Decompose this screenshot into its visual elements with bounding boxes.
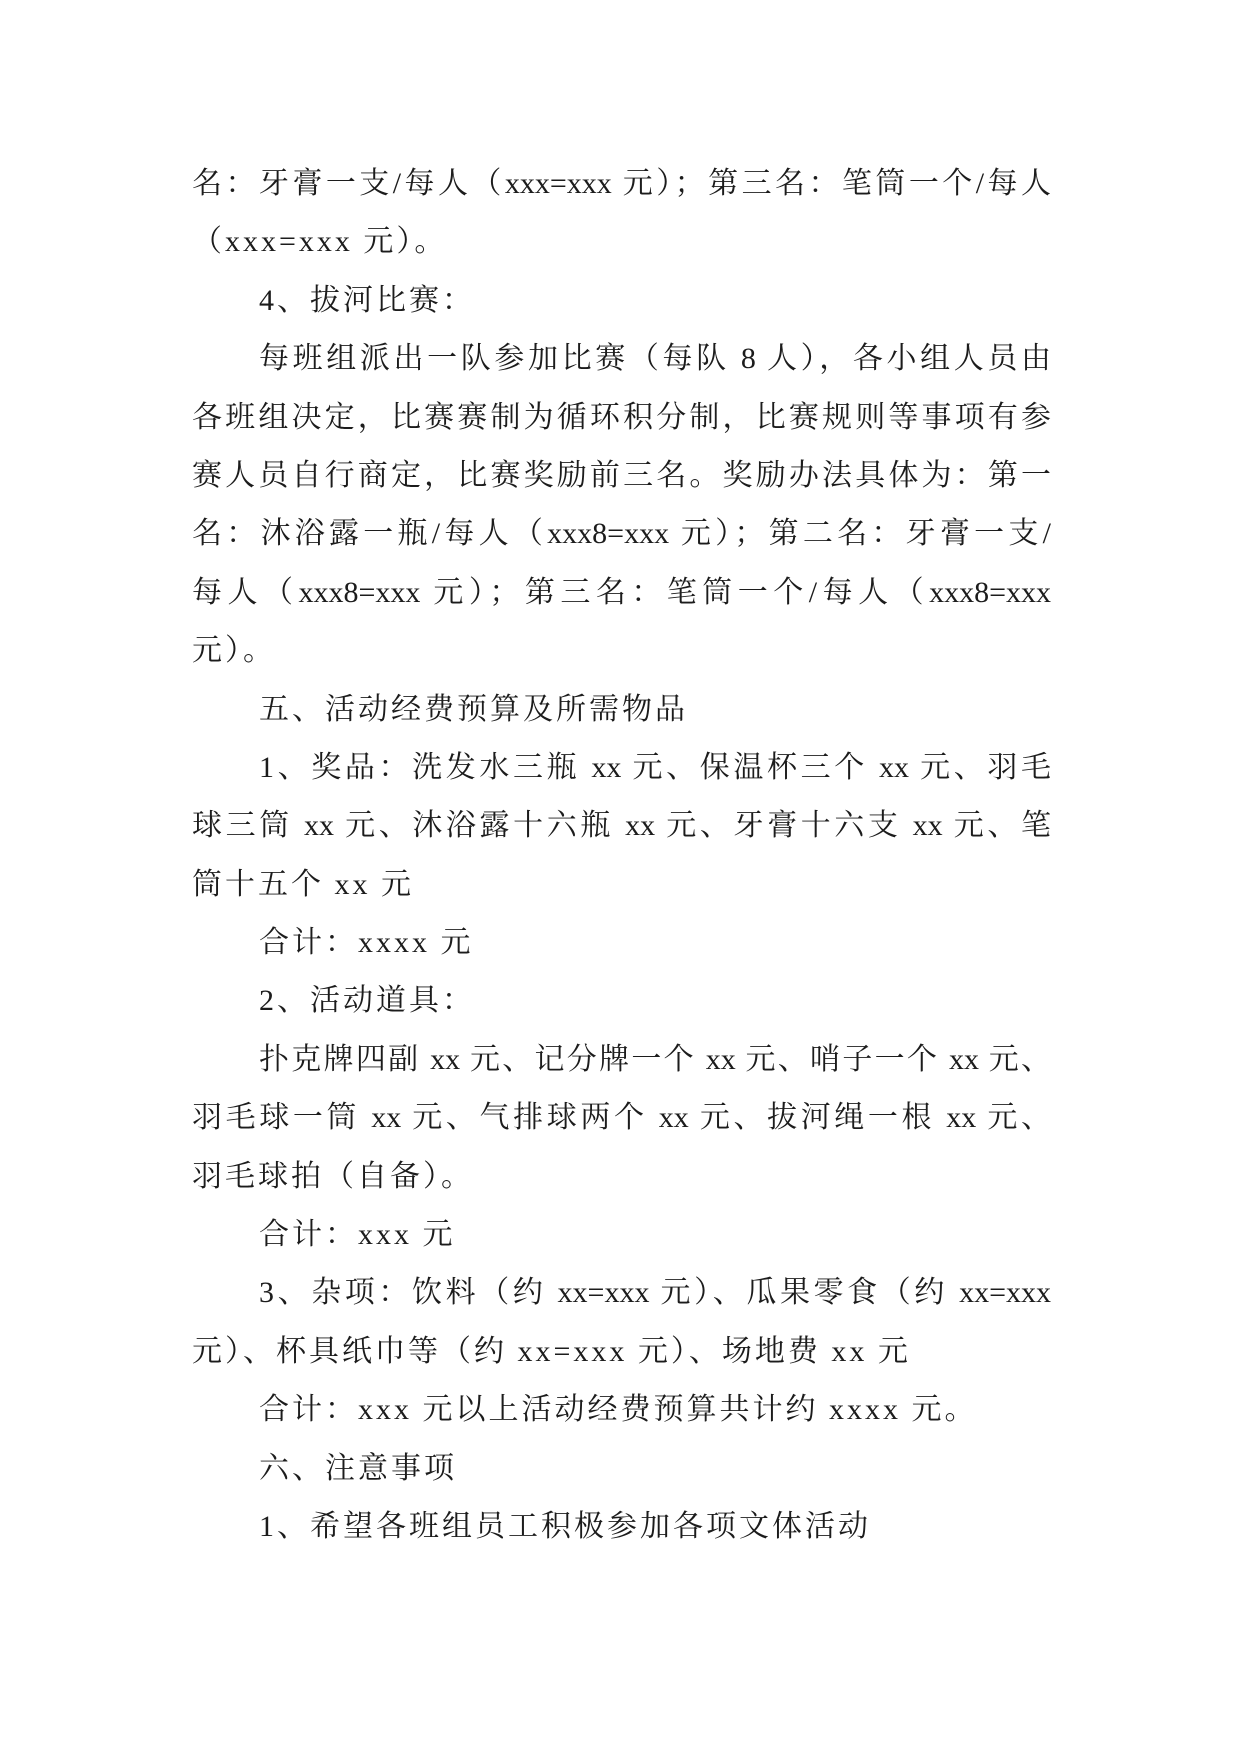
text-line: 元）。 [192,634,276,668]
section-heading-budget: 五、活动经费预算及所需物品 [259,692,688,726]
text-line: 名：牙膏一支/每人（xxx=xxx 元）；第三名：笔筒一个/每人 [192,167,1051,200]
section-heading-tug-of-war: 4、拔河比赛： [259,283,475,317]
section-heading-props: 2、活动道具： [259,984,475,1018]
text-line: 每人（xxx8=xxx 元）；第三名：笔筒一个/每人（xxx8=xxx [192,575,1051,609]
text-line: 球三筒 xx 元、沐浴露十六瓶 xx 元、牙膏十六支 xx 元、笔 [192,809,1051,843]
body-text [192,155,1051,1556]
text-line: 各班组决定，比赛赛制为循环积分制，比赛规则等事项有参 [192,400,1051,434]
text-line: 1、奖品：洗发水三瓶 xx 元、保温杯三个 xx 元、羽毛 [259,750,1051,784]
text-line: 羽毛球拍（自备）。 [192,1159,474,1193]
text-line: 1、希望各班组员工积极参加各项文体活动 [259,1509,871,1543]
text-line: 筒十五个 xx 元 [192,867,414,901]
text-line: 名：沐浴露一瓶/每人（xxx8=xxx 元）；第二名：牙膏一支/ [192,517,1051,551]
subtotal-line: 合计：xxxx 元 [259,926,474,960]
text-line: 3、杂项：饮料（约 xx=xxx 元）、瓜果零食（约 xx=xxx [259,1276,1051,1310]
section-heading-notes: 六、注意事项 [259,1451,457,1485]
text-line: 赛人员自行商定，比赛奖励前三名。奖励办法具体为：第一 [192,458,1051,492]
text-line: 羽毛球一筒 xx 元、气排球两个 xx 元、拔河绳一根 xx 元、 [192,1101,1051,1135]
subtotal-line: 合计：xxx 元 [259,1218,456,1252]
text-line: （xxx=xxx 元）。 [192,225,448,259]
total-line: 合计：xxx 元以上活动经费预算共计约 xxxx 元。 [259,1393,978,1427]
text-line: 元）、杯具纸巾等（约 xx=xxx 元）、场地费 xx 元 [192,1334,911,1368]
text-line: 每班组派出一队参加比赛（每队 8 人），各小组人员由 [259,342,1051,376]
text-line: 扑克牌四副 xx 元、记分牌一个 xx 元、哨子一个 xx 元、 [259,1042,1051,1076]
